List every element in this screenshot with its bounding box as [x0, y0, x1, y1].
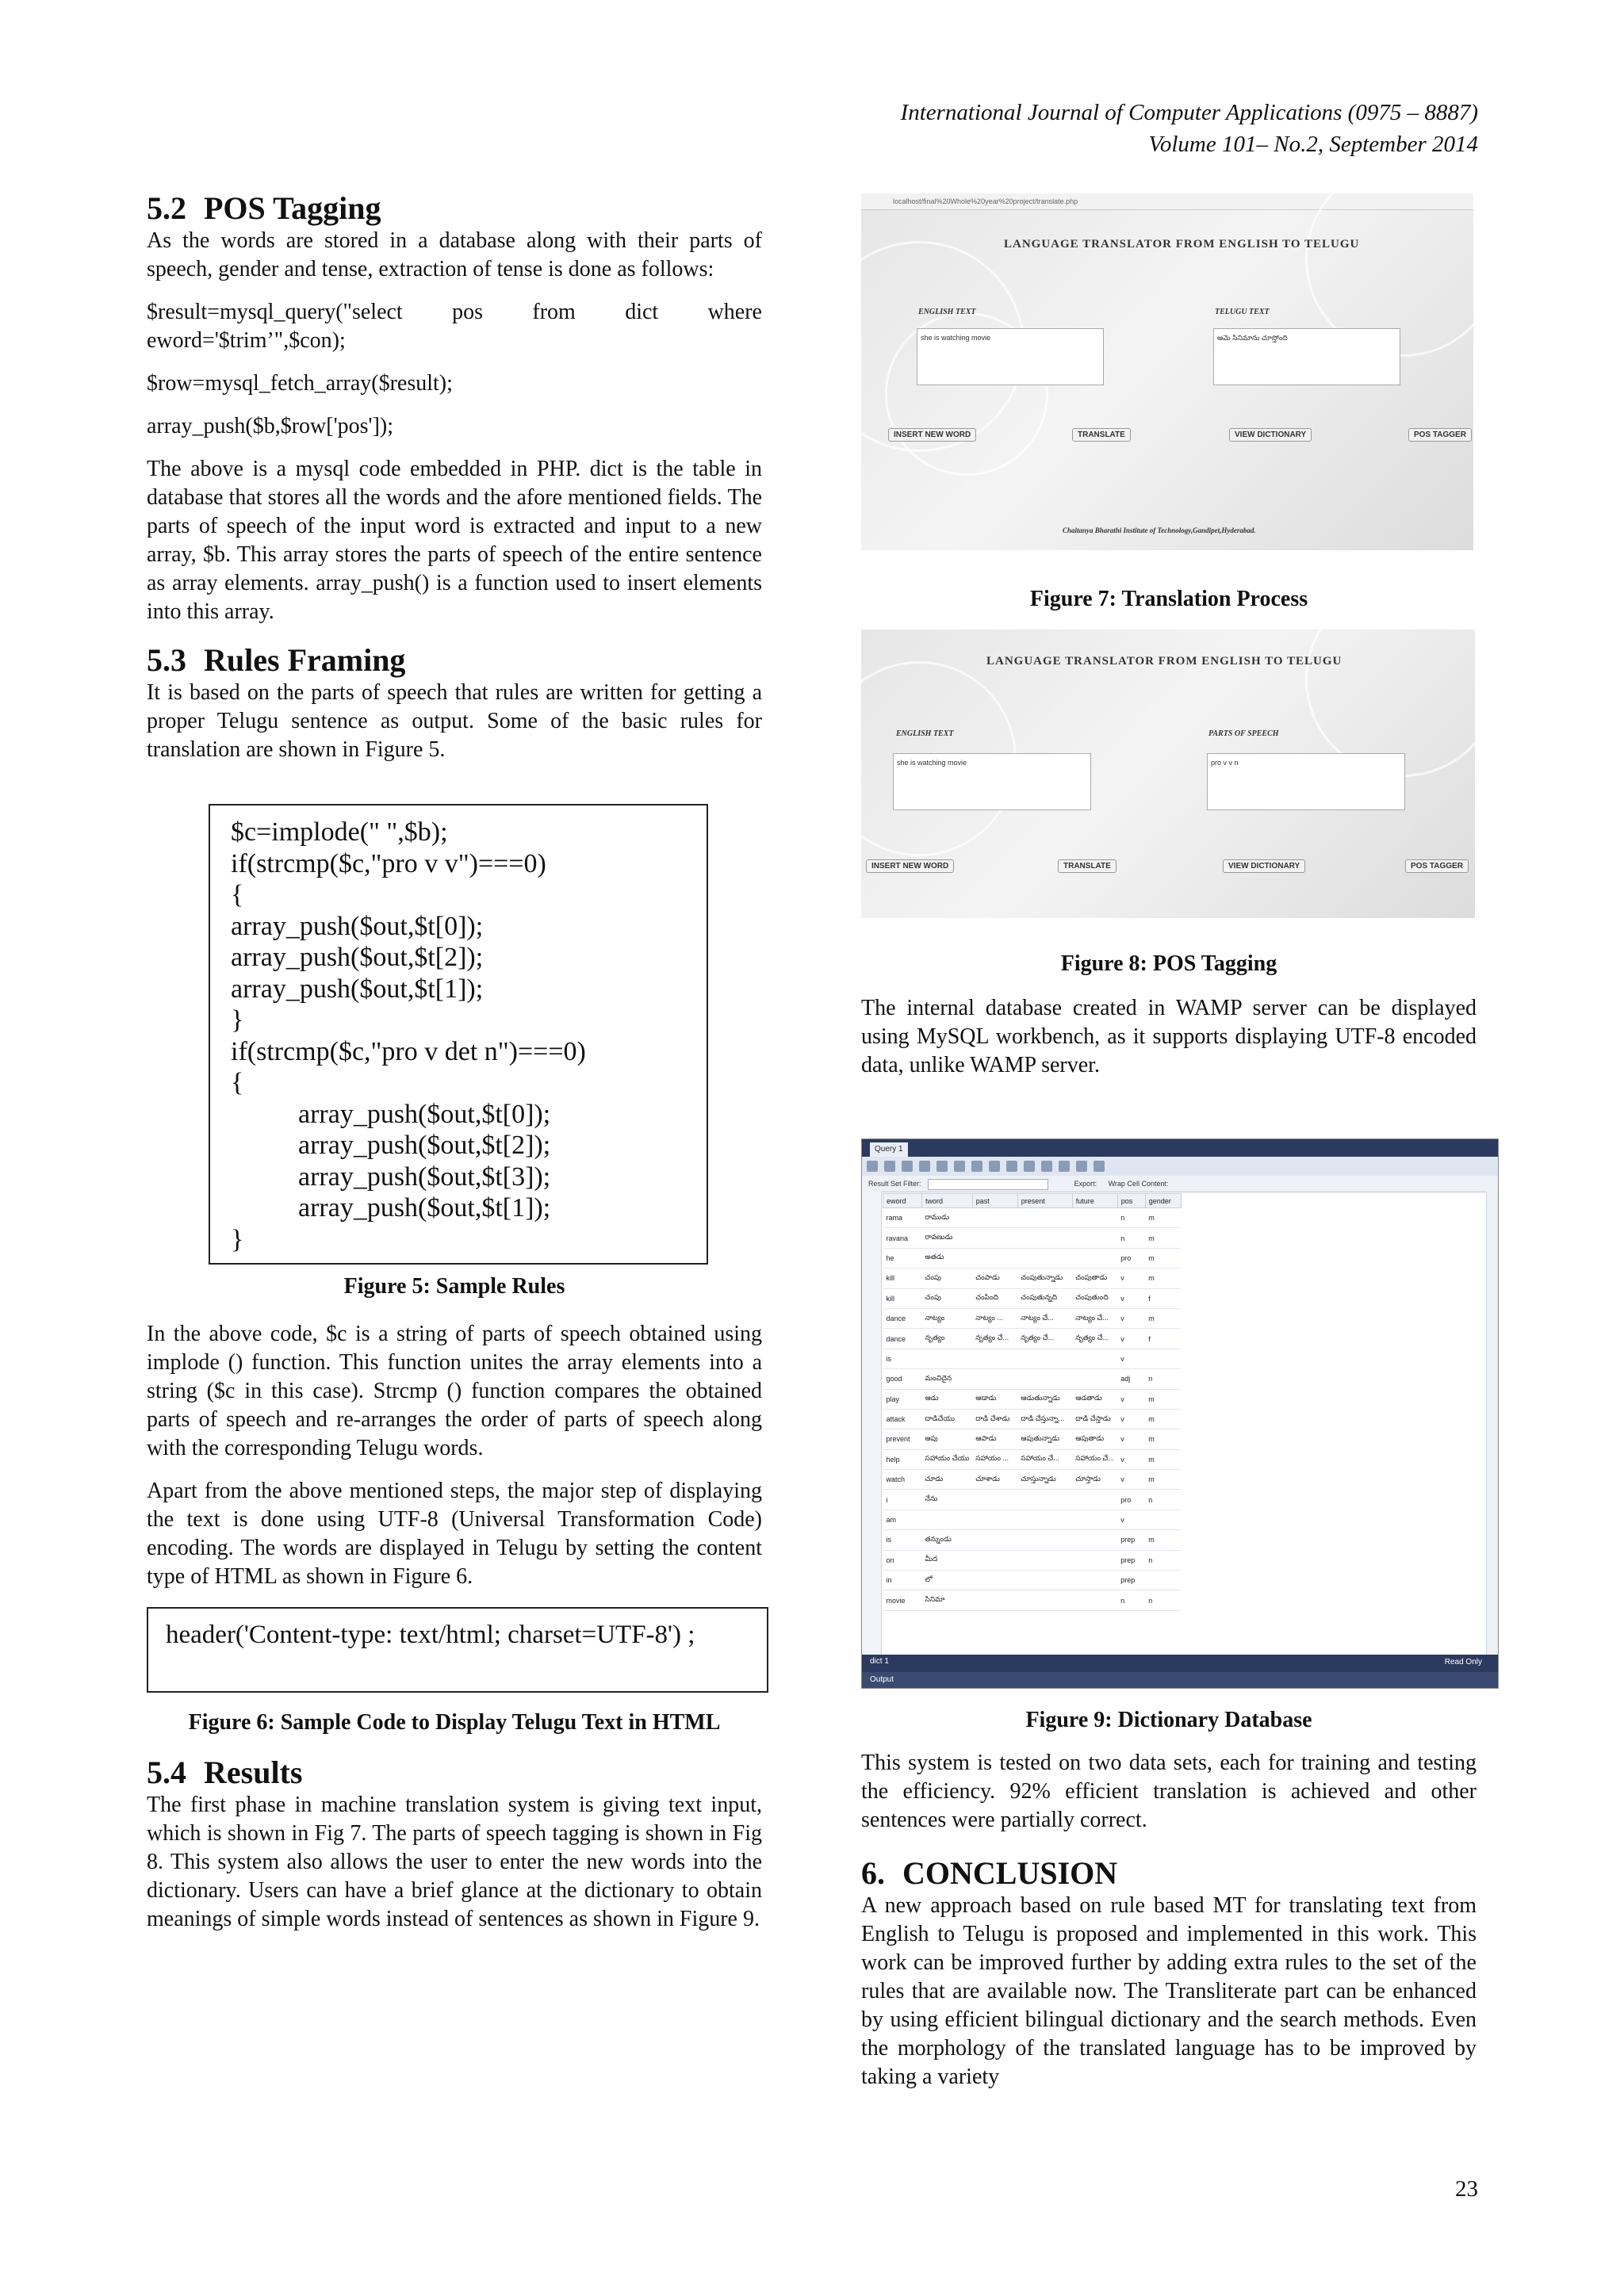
table-cell[interactable] [1072, 1349, 1117, 1368]
table-row[interactable] [883, 1470, 1182, 1490]
figure-7-caption: Figure 7: Translation Process [1029, 587, 1308, 611]
table-cell[interactable]: సహాయం ... [972, 1449, 1017, 1469]
autocommit-icon[interactable] [1024, 1161, 1035, 1172]
table-cell[interactable]: దాడి చేస్తాడు [1072, 1409, 1117, 1429]
paragraph: As the words are stored in a database along with their parts of speech, gender and tense, extraction of tense is done as follows: [147, 228, 762, 281]
table-cell[interactable]: he [883, 1248, 922, 1268]
table-cell[interactable] [972, 1228, 1017, 1248]
table-cell[interactable] [1072, 1590, 1117, 1610]
table-cell[interactable] [1017, 1530, 1072, 1550]
table-cell[interactable]: మీద [922, 1550, 973, 1570]
stop-icon[interactable] [954, 1161, 965, 1172]
query-tab-bar [862, 1139, 1498, 1157]
view-dictionary-button[interactable]: VIEW DICTIONARY [1229, 428, 1312, 442]
code-line: } [231, 1005, 244, 1035]
paragraph: The internal database created in WAMP server can be displayed using MySQL workbench, as it supports displaying UTF-8 encoded data, unlike WAMP server. [861, 996, 1477, 1077]
figure-9-screenshot [861, 1138, 1499, 1689]
table-cell[interactable]: లో [922, 1571, 973, 1590]
code-line: array_push($out,$t[0]); [231, 911, 484, 941]
column-header[interactable]: tword [922, 1194, 973, 1208]
table-cell[interactable]: prep [1117, 1571, 1145, 1590]
table-cell[interactable]: నృత్యం చే... [1017, 1329, 1072, 1349]
table-cell[interactable] [1017, 1208, 1072, 1228]
table-cell[interactable]: adj [1117, 1369, 1145, 1389]
table-cell[interactable]: n [1145, 1550, 1181, 1570]
table-cell[interactable] [922, 1349, 973, 1368]
section-6-heading: 6. CONCLUSION [861, 1855, 1118, 1891]
table-row[interactable] [883, 1228, 1182, 1248]
table-cell[interactable]: am [883, 1510, 922, 1529]
table-cell[interactable]: play [883, 1389, 922, 1409]
table-cell[interactable]: rama [883, 1208, 922, 1228]
table-cell[interactable]: v [1117, 1449, 1145, 1469]
column-header[interactable]: future [1072, 1194, 1117, 1208]
rollback-icon[interactable] [1006, 1161, 1017, 1172]
table-cell[interactable]: చంపు [922, 1288, 973, 1308]
figure-8-screenshot [861, 629, 1475, 918]
code-line: $c=implode(" ",$b); [231, 817, 448, 847]
table-cell[interactable] [1072, 1228, 1117, 1248]
table-cell[interactable] [1072, 1369, 1117, 1389]
table-row[interactable] [883, 1248, 1182, 1268]
grid-header [883, 1194, 1182, 1208]
toolbar [862, 1157, 1498, 1177]
app-title: LANGUAGE TRANSLATOR FROM ENGLISH TO TELUGU [986, 655, 1342, 668]
table-cell[interactable]: m [1145, 1530, 1181, 1550]
table-cell[interactable]: watch [883, 1470, 922, 1490]
table-cell[interactable] [1017, 1369, 1072, 1389]
table-row[interactable] [883, 1288, 1182, 1308]
row-gutter [862, 1192, 882, 1655]
table-cell[interactable]: రావణుడు [922, 1228, 973, 1248]
table-cell[interactable] [1017, 1550, 1072, 1570]
table-cell[interactable]: n [1117, 1590, 1145, 1610]
table-cell[interactable]: ఆపు [922, 1429, 973, 1449]
column-header[interactable]: past [972, 1194, 1017, 1208]
table-cell[interactable]: is [883, 1530, 922, 1550]
code-line: array_push($out,$t[1]); [231, 974, 484, 1004]
execute-icon[interactable] [902, 1161, 913, 1172]
table-cell[interactable]: n [1145, 1369, 1181, 1389]
table-cell[interactable]: చూడు [922, 1470, 973, 1490]
beautify-icon[interactable] [1041, 1161, 1052, 1172]
code-line: } [231, 1224, 244, 1254]
paragraph: In the above code, $c is a string of parts of speech obtained using implode () function. This function unites the array elements into a string ($c in this case). Strcmp () function compares the obtained parts of speech and re-arranges the order of parts of speech along with the corresponding Telugu words. [147, 1322, 762, 1460]
find-icon[interactable] [1059, 1161, 1070, 1172]
table-cell[interactable]: ఆడు [922, 1389, 973, 1409]
table-cell[interactable]: మంచిదైన [922, 1369, 973, 1389]
table-cell[interactable]: నాట్యం [922, 1308, 973, 1328]
column-header[interactable]: pos [1117, 1194, 1145, 1208]
table-cell[interactable]: సహాయం చే... [1072, 1449, 1117, 1469]
page-number: 23 [1455, 2176, 1478, 2202]
parts-of-speech-label: PARTS OF SPEECH [1208, 729, 1279, 738]
table-cell[interactable]: attack [883, 1409, 922, 1429]
header-code-box [147, 1607, 768, 1693]
table-cell[interactable] [972, 1490, 1017, 1510]
table-cell[interactable]: good [883, 1369, 922, 1389]
figure-5-caption: Figure 5: Sample Rules [343, 1274, 565, 1299]
table-row[interactable] [883, 1329, 1182, 1349]
figure-8-caption: Figure 8: POS Tagging [1060, 951, 1277, 976]
table-cell[interactable] [1145, 1571, 1181, 1590]
table-cell[interactable]: నాట్యం చే... [1017, 1308, 1072, 1328]
table-cell[interactable]: చంపాడు [972, 1269, 1017, 1288]
translate-button[interactable]: TRANSLATE [1058, 859, 1116, 873]
inline-code: array_push($b,$row['pos']); [147, 414, 394, 438]
figure-7-screenshot [861, 193, 1473, 550]
result-tab[interactable]: dict 1 [870, 1657, 889, 1666]
journal-name: International Journal of Computer Applications (0975 – 8887) [900, 100, 1478, 125]
table-cell[interactable]: v [1117, 1269, 1145, 1288]
error-icon[interactable] [971, 1161, 982, 1172]
table-cell[interactable] [972, 1208, 1017, 1228]
table-cell[interactable]: pro [1117, 1248, 1145, 1268]
table-cell[interactable]: చంపు [922, 1269, 973, 1288]
table-cell[interactable]: movie [883, 1590, 922, 1610]
table-cell[interactable] [1017, 1571, 1072, 1590]
table-cell[interactable] [1017, 1490, 1072, 1510]
table-cell[interactable]: m [1145, 1429, 1181, 1449]
code-line: header('Content-type: text/html; charset=UTF-8') ; [166, 1621, 695, 1649]
export-label[interactable]: Export: [1074, 1180, 1097, 1188]
result-grid [883, 1193, 1182, 1611]
column-header[interactable]: eword [883, 1194, 922, 1208]
table-cell[interactable]: చూస్తున్నాడు [1017, 1470, 1072, 1490]
table-cell[interactable]: m [1145, 1308, 1181, 1328]
table-cell[interactable]: kill [883, 1288, 922, 1308]
invisible-chars-icon[interactable] [1076, 1161, 1087, 1172]
paragraph: It is based on the parts of speech that rules are written for getting a proper Telugu sentence as output. Some of the basic rules for translation are shown in Figure 5. [147, 680, 762, 762]
table-cell[interactable]: ఆపుతున్నాడు [1017, 1429, 1072, 1449]
pos-output[interactable]: pro v v n [1207, 753, 1405, 810]
table-cell[interactable]: v [1117, 1349, 1145, 1368]
table-row[interactable] [883, 1389, 1182, 1409]
table-cell[interactable] [972, 1248, 1017, 1268]
figure-9-caption: Figure 9: Dictionary Database [1025, 1708, 1312, 1732]
table-row[interactable] [883, 1530, 1182, 1550]
table-cell[interactable] [1072, 1490, 1117, 1510]
table-cell[interactable]: చంపుతున్నాడు [1017, 1269, 1072, 1288]
table-cell[interactable]: సినిమా [922, 1590, 973, 1610]
table-row[interactable] [883, 1490, 1182, 1510]
app-title: LANGUAGE TRANSLATOR FROM ENGLISH TO TELUGU [1004, 238, 1360, 251]
table-cell[interactable] [1017, 1590, 1072, 1610]
table-cell[interactable]: m [1145, 1248, 1181, 1268]
table-row[interactable] [883, 1429, 1182, 1449]
table-cell[interactable]: రాముడు [922, 1208, 973, 1228]
table-cell[interactable] [972, 1510, 1017, 1529]
filter-input[interactable] [928, 1179, 1048, 1190]
table-cell[interactable]: prevent [883, 1429, 922, 1449]
pos-tagger-button[interactable]: POS TAGGER [1405, 859, 1469, 873]
insert-new-word-button[interactable]: INSERT NEW WORD [866, 859, 954, 873]
table-cell[interactable]: m [1145, 1409, 1181, 1429]
english-text-label: ENGLISH TEXT [896, 729, 954, 738]
section-5-3-heading: 5.3 Rules Framing [147, 642, 406, 678]
vertical-scrollbar[interactable] [1486, 1192, 1498, 1655]
table-row[interactable] [883, 1208, 1182, 1228]
table-cell[interactable] [1017, 1349, 1072, 1368]
insert-new-word-button[interactable]: INSERT NEW WORD [888, 428, 976, 442]
table-cell[interactable]: n [1117, 1208, 1145, 1228]
table-cell[interactable]: m [1145, 1208, 1181, 1228]
table-cell[interactable] [1017, 1228, 1072, 1248]
table-cell[interactable]: చంపుతున్నది [1017, 1288, 1072, 1308]
save-icon[interactable] [884, 1161, 895, 1172]
table-cell[interactable]: in [883, 1571, 922, 1590]
institute-footer: Chaitanya Bharathi Institute of Technology,Gandipet,Hyderabad. [1063, 526, 1256, 534]
table-cell[interactable]: సహాయం చే... [1017, 1449, 1072, 1469]
inline-code: $row=mysql_fetch_array($result); [147, 371, 453, 396]
code-line: if(strcmp($c,"pro v v")===0) [231, 848, 546, 878]
pos-tagger-button[interactable]: POS TAGGER [1408, 428, 1472, 442]
table-row[interactable] [883, 1510, 1182, 1529]
table-row[interactable] [883, 1409, 1182, 1429]
table-row[interactable] [883, 1269, 1182, 1288]
table-cell[interactable] [1072, 1510, 1117, 1529]
browser-url-bar[interactable]: localhost/final%20Whole%20year%20project/translate.php [861, 193, 1473, 210]
code-line: array_push($out,$t[2]); [231, 943, 484, 972]
table-cell[interactable] [972, 1530, 1017, 1550]
table-cell[interactable]: pro [1117, 1490, 1145, 1510]
table-cell[interactable] [1017, 1510, 1072, 1529]
table-cell[interactable]: m [1145, 1449, 1181, 1469]
view-dictionary-button[interactable]: VIEW DICTIONARY [1223, 859, 1305, 873]
result-filter-bar [862, 1176, 1498, 1192]
table-cell[interactable]: v [1117, 1470, 1145, 1490]
table-cell[interactable]: n [1145, 1590, 1181, 1610]
table-cell[interactable] [972, 1590, 1017, 1610]
telugu-output[interactable]: ఆమె సినిమాను చూస్తోంది [1213, 328, 1400, 385]
table-cell[interactable] [922, 1510, 973, 1529]
table-cell[interactable]: m [1145, 1470, 1181, 1490]
table-row[interactable] [883, 1349, 1182, 1368]
wrap-icon[interactable] [1094, 1161, 1105, 1172]
table-cell[interactable]: నాట్యం చే... [1072, 1308, 1117, 1328]
table-cell[interactable]: n [1145, 1490, 1181, 1510]
table-cell[interactable] [972, 1349, 1017, 1368]
table-cell[interactable]: v [1117, 1288, 1145, 1308]
paragraph: Apart from the above mentioned steps, the major step of displaying the text is done using UTF-8 (Universal Transformation Code) encoding. The words are displayed in Telugu by setting the content type of HTML as shown in Figure 6. [147, 1479, 762, 1589]
section-5-4-heading: 5.4 Results [147, 1755, 303, 1790]
code-line: array_push($out,$t[3]); [231, 1161, 551, 1192]
table-cell[interactable]: is [883, 1349, 922, 1368]
table-cell[interactable] [1072, 1550, 1117, 1570]
table-cell[interactable]: n [1117, 1228, 1145, 1248]
code-line: { [231, 1068, 244, 1097]
table-cell[interactable]: చంపుతాడు [1072, 1269, 1117, 1288]
table-cell[interactable]: v [1117, 1409, 1145, 1429]
table-cell[interactable]: v [1117, 1510, 1145, 1529]
table-row[interactable] [883, 1308, 1182, 1328]
table-cell[interactable]: నృత్యం చే... [1072, 1329, 1117, 1349]
table-row[interactable] [883, 1369, 1182, 1389]
code-line: if(strcmp($c,"pro v det n")===0) [231, 1036, 586, 1066]
table-cell[interactable]: m [1145, 1389, 1181, 1409]
table-cell[interactable]: తన్నుండు [922, 1530, 973, 1550]
execute-current-icon[interactable] [919, 1161, 930, 1172]
table-cell[interactable]: v [1117, 1329, 1145, 1349]
table-row[interactable] [883, 1449, 1182, 1469]
table-cell[interactable] [1072, 1248, 1117, 1268]
paragraph: A new approach based on rule based MT for translating text from English to Telugu is proposed and implemented in this work. This work can be improved further by adding extra rules to the set of the rules that are available now. The Transliterate part can be enhanced by using efficient bilingual dictionary and the search methods. Even the morphology of the translated language has to be improved by taking a variety [861, 1893, 1477, 2089]
table-cell[interactable] [972, 1571, 1017, 1590]
open-icon[interactable] [867, 1161, 878, 1172]
table-cell[interactable] [1017, 1248, 1072, 1268]
table-cell[interactable]: దాడి చేశాడు [972, 1409, 1017, 1429]
telugu-text-label: TELUGU TEXT [1215, 308, 1270, 316]
code-line: array_push($out,$t[1]); [231, 1193, 551, 1223]
table-cell[interactable]: v [1117, 1389, 1145, 1409]
table-cell[interactable]: f [1145, 1288, 1181, 1308]
table-cell[interactable]: f [1145, 1329, 1181, 1349]
rules-code-box [209, 804, 708, 1265]
table-cell[interactable]: prep [1117, 1530, 1145, 1550]
code-line: { [231, 880, 244, 909]
paragraph: This system is tested on two data sets, each for training and testing the efficiency. 92% efficient translation is achieved and other sentences were partially correct. [861, 1751, 1477, 1832]
table-cell[interactable]: help [883, 1449, 922, 1469]
table-cell[interactable]: on [883, 1550, 922, 1570]
table-cell[interactable] [972, 1550, 1017, 1570]
english-text-label: ENGLISH TEXT [918, 308, 976, 316]
table-cell[interactable] [1072, 1208, 1117, 1228]
table-cell[interactable]: ఆడుతున్నాడు [1017, 1389, 1072, 1409]
table-row[interactable] [883, 1550, 1182, 1570]
english-input[interactable]: she is watching movie [893, 753, 1091, 810]
output-panel-header[interactable]: Output [862, 1672, 1498, 1688]
explain-icon[interactable] [936, 1161, 948, 1172]
section-5-2-heading: 5.2 POS Tagging [147, 190, 381, 226]
table-cell[interactable]: చూస్తాడు [1072, 1470, 1117, 1490]
read-only-indicator: Read Only [1444, 1658, 1482, 1667]
column-header[interactable]: gender [1145, 1194, 1181, 1208]
table-cell[interactable]: చూశాడు [972, 1470, 1017, 1490]
table-cell[interactable]: m [1145, 1228, 1181, 1248]
table-cell[interactable] [1072, 1571, 1117, 1590]
table-cell[interactable]: ఆపుతాడు [1072, 1429, 1117, 1449]
commit-icon[interactable] [989, 1161, 1000, 1172]
table-cell[interactable]: prep [1117, 1550, 1145, 1570]
english-input[interactable]: she is watching movie [917, 328, 1104, 385]
code-line: array_push($out,$t[0]); [231, 1099, 551, 1129]
table-cell[interactable]: చంపుతుంది [1072, 1288, 1117, 1308]
table-cell[interactable]: v [1117, 1429, 1145, 1449]
filter-label: Result Set Filter: [868, 1180, 921, 1188]
figure-6-caption: Figure 6: Sample Code to Display Telugu Text in HTML [188, 1710, 721, 1735]
table-cell[interactable]: దాడి చేస్తున్నా... [1017, 1409, 1072, 1429]
table-cell[interactable]: దాడిచేయు [922, 1409, 973, 1429]
running-header [901, 97, 1478, 160]
right-column-lower [861, 1749, 1477, 2106]
table-cell[interactable]: సహాయం చేయు [922, 1449, 973, 1469]
wrap-cell-label[interactable]: Wrap Cell Content: [1108, 1180, 1169, 1188]
inline-code: $result=mysql_query("select pos from dict where eword='$trim’",$con); [147, 300, 762, 353]
query-tab[interactable]: Query 1 [870, 1142, 908, 1157]
table-cell[interactable]: ravana [883, 1228, 922, 1248]
table-cell[interactable]: ఆపాడు [972, 1429, 1017, 1449]
table-cell[interactable]: kill [883, 1269, 922, 1288]
table-row[interactable] [883, 1571, 1182, 1590]
table-cell[interactable]: dance [883, 1308, 922, 1328]
volume-info: Volume 101– No.2, September 2014 [1148, 132, 1478, 157]
table-cell[interactable] [1145, 1510, 1181, 1529]
table-cell[interactable] [1145, 1349, 1181, 1368]
table-cell[interactable]: v [1117, 1308, 1145, 1328]
table-cell[interactable]: చంపింది [972, 1288, 1017, 1308]
paragraph: The above is a mysql code embedded in PHP. dict is the table in database that stores all the words and the afore mentioned fields. The parts of speech of the input word is extracted and input to a new array, $b. This array stores the parts of speech of the entire sentence as array elements. array_push() is a function used to insert elements into this array. [147, 457, 762, 624]
paragraph: The first phase in machine translation system is giving text input, which is shown in Fig 7. The parts of speech tagging is shown in Fig 8. This system also allows the user to enter the new words into the dictionary. Users can have a brief glance at the dictionary to obtain meanings of simple words instead of sentences as shown in Figure 9. [147, 1793, 762, 1931]
table-cell[interactable]: ఆడాడు [972, 1389, 1017, 1409]
table-cell[interactable]: m [1145, 1269, 1181, 1288]
table-cell[interactable]: dance [883, 1329, 922, 1349]
result-tab-bar [862, 1655, 1498, 1672]
translate-button[interactable]: TRANSLATE [1072, 428, 1131, 442]
table-cell[interactable]: నాట్యం ... [972, 1308, 1017, 1328]
column-header[interactable]: present [1017, 1194, 1072, 1208]
table-cell[interactable]: నేను [922, 1490, 973, 1510]
table-cell[interactable]: i [883, 1490, 922, 1510]
code-line: array_push($out,$t[2]); [231, 1131, 551, 1160]
table-cell[interactable]: నృత్యం చే... [972, 1329, 1017, 1349]
table-cell[interactable] [972, 1369, 1017, 1389]
table-cell[interactable]: ఆడతాడు [1072, 1389, 1117, 1409]
table-row[interactable] [883, 1590, 1182, 1610]
table-cell[interactable]: అతడు [922, 1248, 973, 1268]
table-cell[interactable]: నృత్యం [922, 1329, 973, 1349]
left-column [147, 190, 762, 1948]
table-cell[interactable] [1072, 1530, 1117, 1550]
